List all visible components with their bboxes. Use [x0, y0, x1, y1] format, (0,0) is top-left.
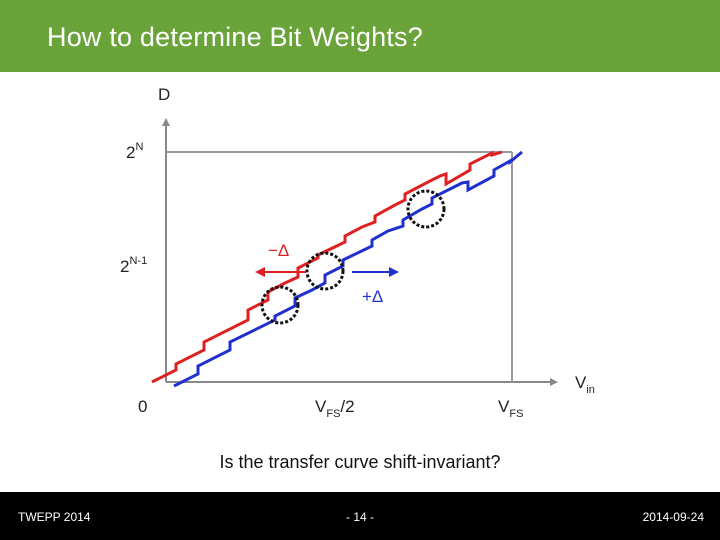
- slide-caption: Is the transfer curve shift-invariant?: [219, 452, 501, 472]
- minus-delta-label: −Δ: [268, 241, 290, 260]
- y-tick-2N-1: $2^{N-1}$: [120, 255, 148, 276]
- footer-conference: TWEPP 2014: [18, 510, 91, 524]
- slide-title: How to determine Bit Weights?: [47, 22, 423, 52]
- plus-delta-label: +Δ: [362, 287, 384, 306]
- title-bar: [0, 0, 720, 72]
- y-tick-2N: $2^N$: [126, 141, 144, 162]
- y-axis-label: D: [158, 85, 171, 104]
- highlight-circle-left: [262, 287, 298, 323]
- blue-transfer-curve: [174, 152, 522, 386]
- x-tick-vfs-half: $V_{FS}/2$: [315, 397, 355, 420]
- footer-page-number: - 14 -: [345, 510, 374, 524]
- transfer-curve-diagram: [0, 72, 720, 450]
- red-transfer-curve: [152, 152, 502, 382]
- slide-footer: [0, 492, 720, 540]
- x-tick-vfs: $V_{FS}$: [498, 397, 524, 420]
- highlight-circle-right: [408, 191, 444, 227]
- origin-label: 0: [138, 397, 148, 416]
- x-axis-label: $V_{in}$: [575, 373, 595, 396]
- footer-date: 2014-09-24: [642, 510, 704, 524]
